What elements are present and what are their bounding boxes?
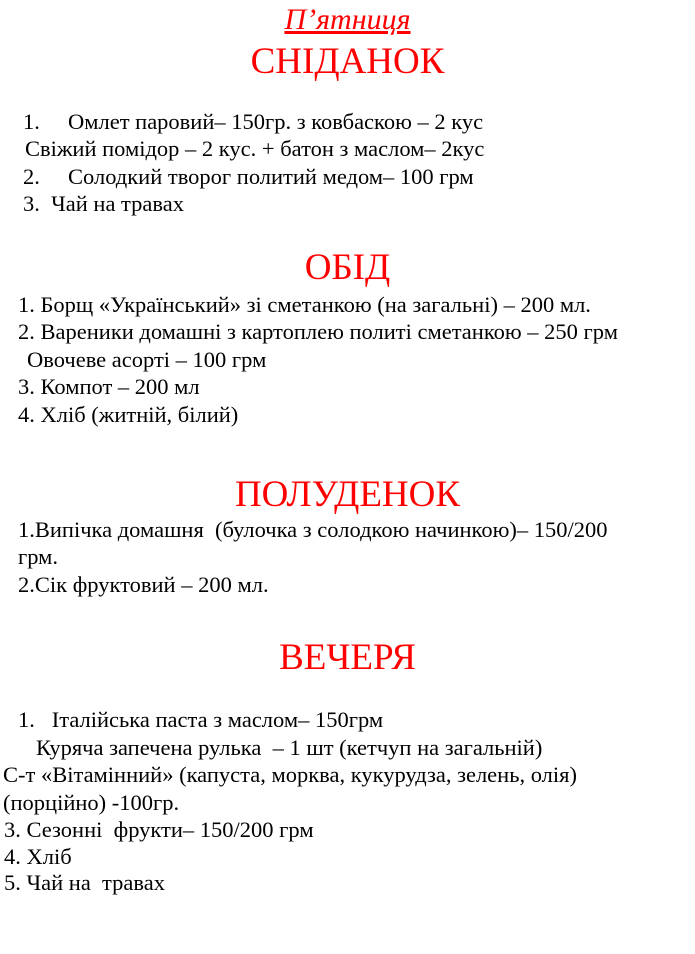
section-heading-breakfast: СНІДАНОК — [250, 41, 445, 82]
menu-line: 1.Випічка домашня (булочка з солодкою начинкою)– 150/200 — [18, 517, 608, 542]
menu-line: 2. Солодкий творог политий медом– 100 грм — [23, 164, 474, 189]
menu-line: 3. Чай на травах — [23, 191, 184, 216]
menu-line: 1. Омлет паровий– 150гр. з ковбаскою – 2 кус — [23, 109, 484, 134]
menu-line: Свіжий помідор – 2 кус. + батон з маслом– 2кус — [25, 136, 485, 161]
menu-line: С-т «Вітамінний» (капуста, морква, кукурудза, зелень, олія) — [3, 762, 577, 787]
day-title: П’ятниця — [284, 3, 411, 36]
menu-line: Овочеве асорті – 100 грм — [27, 347, 267, 372]
menu-line: 1. Італійська паста з маслом– 150грм — [18, 707, 384, 732]
section-heading-afternoon-snack: ПОЛУДЕНОК — [234, 474, 461, 515]
menu-line: 1. Борщ «Український» зі сметанкою (на загальні) – 200 мл. — [18, 292, 591, 317]
menu-line: 2. Вареники домашні з картоплею политі сметанкою – 250 грм — [18, 319, 618, 344]
menu-line: 5. Чай на травах — [4, 870, 165, 895]
menu-line: Куряча запечена рулька – 1 шт (кетчуп на загальній) — [36, 735, 543, 760]
menu-line: 4. Хліб (житній, білий) — [18, 402, 239, 427]
menu-line: грм. — [18, 544, 59, 569]
menu-line: 4. Хліб — [4, 844, 72, 869]
menu-line: 3. Компот – 200 мл — [18, 374, 200, 399]
menu-line: (порційно) -100гр. — [3, 790, 180, 815]
section-heading-dinner: ВЕЧЕРЯ — [279, 637, 416, 678]
menu-line: 3. Сезонні фрукти– 150/200 грм — [4, 817, 314, 842]
menu-line: 2.Сік фруктовий – 200 мл. — [18, 572, 269, 597]
section-heading-lunch: ОБІД — [304, 247, 391, 288]
